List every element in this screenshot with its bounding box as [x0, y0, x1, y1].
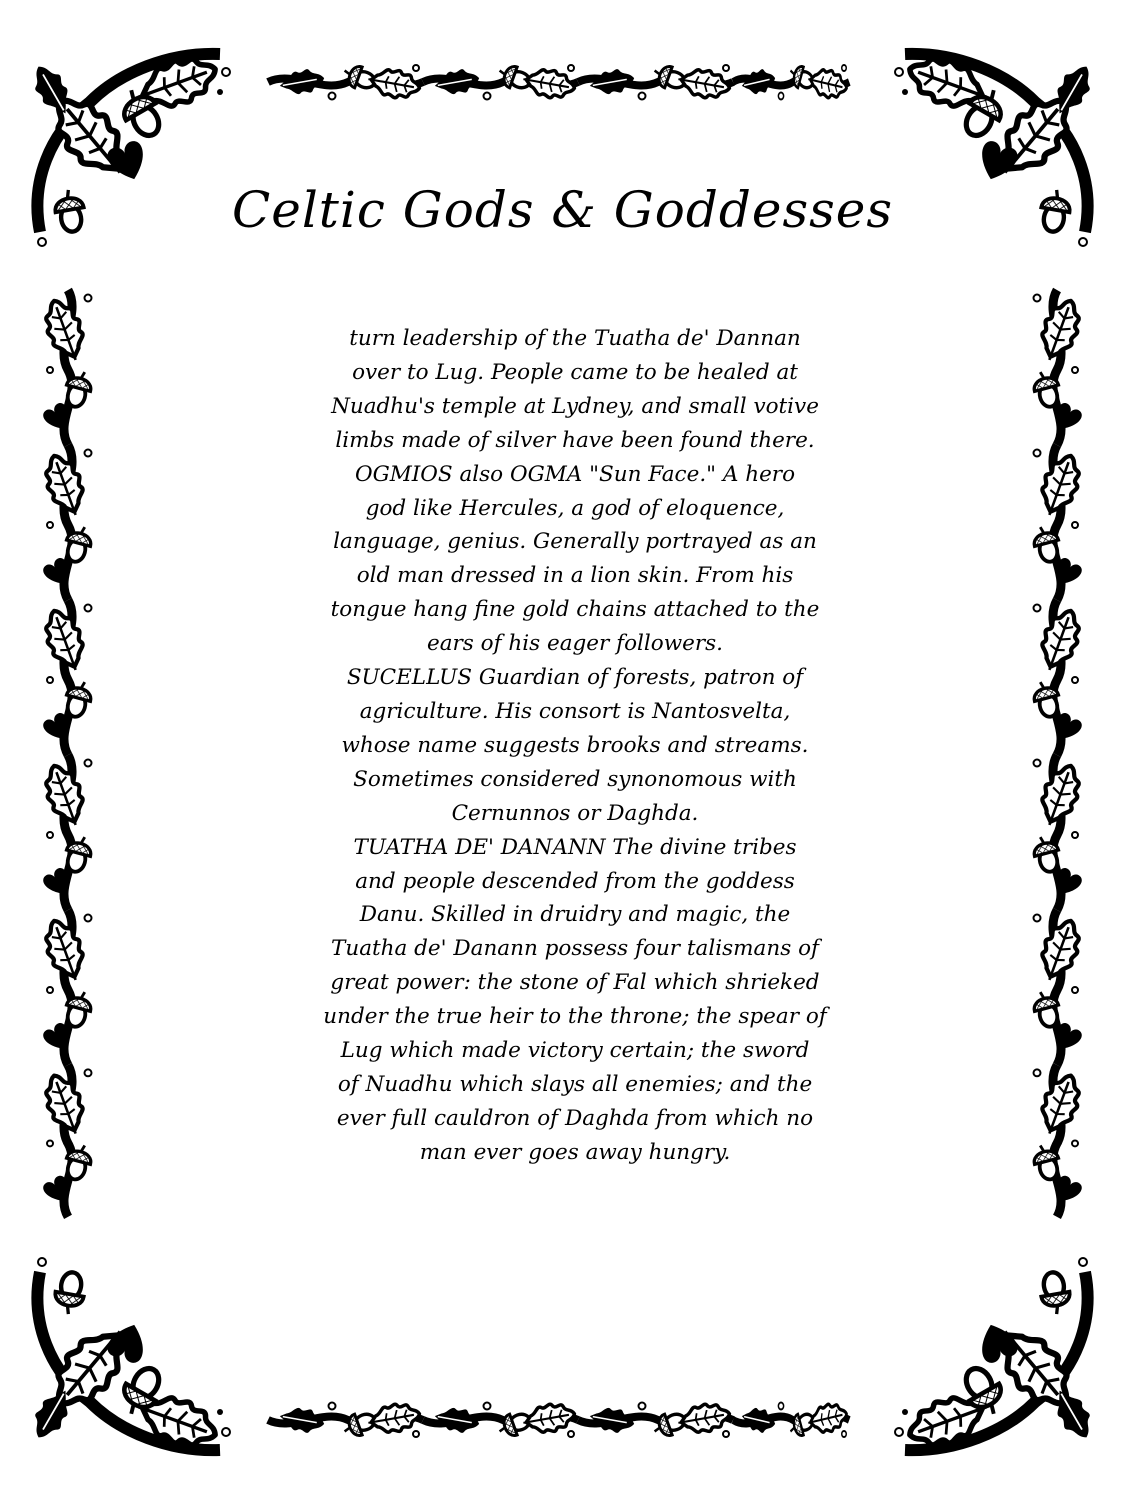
text-line: of Nuadhu which slays all enemies; and the	[337, 1071, 813, 1097]
text-line: TUATHA DE' DANANN The divine tribes	[353, 834, 797, 860]
text-line: limbs made of silver have been found there.	[335, 427, 815, 453]
text-line: Nuadhu's temple at Lydney, and small votive	[331, 393, 819, 419]
border-bottom-band	[268, 1400, 849, 1440]
text-line: Danu. Skilled in druidry and magic, the	[359, 902, 791, 928]
page-title: Celtic Gods & Goddesses	[231, 181, 894, 239]
text-line: turn leadership of the Tuatha de' Dannan	[349, 326, 801, 351]
text-line: man ever goes away hungry.	[419, 1139, 731, 1165]
border-right-band	[1030, 290, 1086, 1217]
text-line: Cernunnos or Daghda.	[451, 800, 699, 826]
text-line: Tuatha de' Danann possess four talismans of	[331, 936, 819, 962]
text-line: and people descended from the goddess	[355, 868, 795, 894]
border-corner-bottom-left	[26, 1258, 230, 1455]
body-text	[255, 322, 895, 1170]
text-line: ears of his eager followers.	[426, 631, 724, 657]
text-line: old man dressed in a lion skin. From his	[356, 563, 794, 589]
text-line: whose name suggests brooks and streams.	[341, 732, 809, 758]
border-left-band	[38, 290, 94, 1217]
text-line: tongue hang fine gold chains attached to the	[330, 597, 820, 623]
text-line: great power: the stone of Fal which shrieked	[330, 970, 820, 996]
border-top-band	[268, 62, 849, 102]
text-line: over to Lug. People came to be healed at	[352, 359, 798, 385]
text-line: Lug which made victory certain; the sword	[340, 1038, 810, 1064]
text-line: OGMIOS also OGMA "Sun Face." A hero	[354, 461, 796, 487]
text-line: agriculture. His consort is Nantosvelta,	[359, 698, 791, 724]
text-line: Sometimes considered synonomous with	[353, 766, 797, 792]
text-line: SUCELLUS Guardian of forests, patron of	[346, 665, 804, 691]
border-corner-bottom-right	[895, 1258, 1099, 1455]
text-line: under the true heir to the throne; the spear of	[323, 1004, 827, 1030]
text-line: god like Hercules, a god of eloquence,	[365, 495, 785, 521]
text-line: language, genius. Generally portrayed as an	[333, 529, 817, 555]
text-line: ever full cauldron of Daghda from which no	[336, 1105, 814, 1131]
